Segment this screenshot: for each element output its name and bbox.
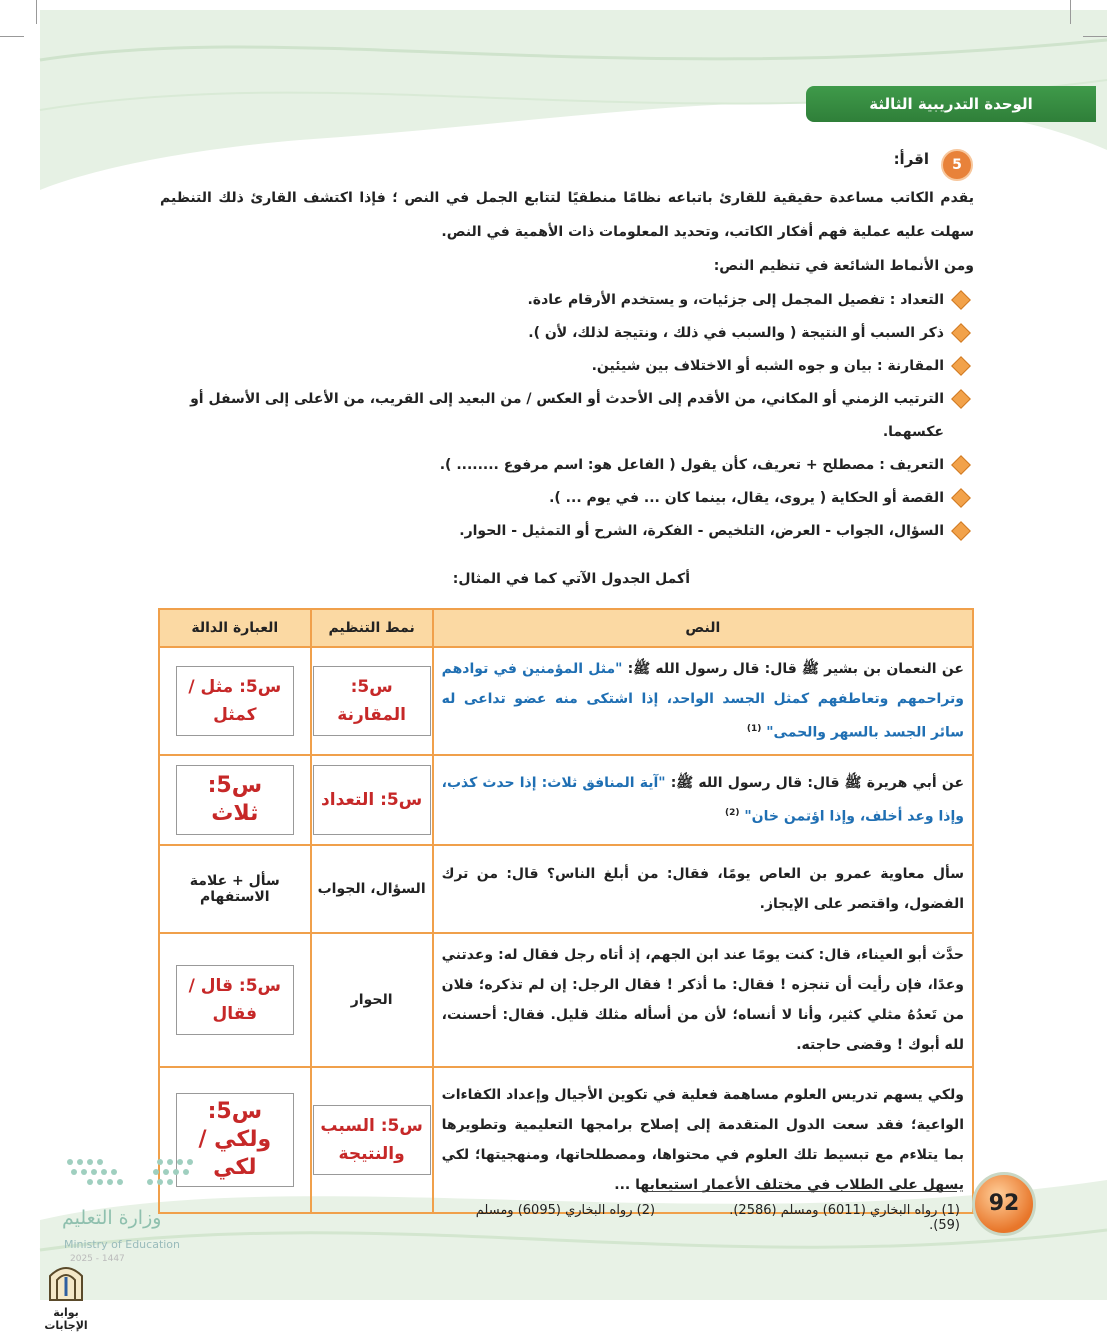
pattern-cell — [311, 755, 433, 845]
phrase-cell: سأل + علامة الاستفهام — [159, 845, 311, 933]
pattern-cell: الحوار — [311, 933, 433, 1067]
pattern-cell — [311, 1067, 433, 1213]
table-row — [159, 933, 973, 1067]
ministry-name-en: Ministry of Education — [64, 1238, 181, 1251]
patterns-list — [160, 284, 974, 548]
answer-box[interactable]: س5: التعداد — [313, 765, 431, 835]
diamond-bullet-icon — [951, 455, 971, 475]
exercise-table — [158, 608, 974, 1214]
header-phrase: العبارة الدالة — [159, 609, 311, 647]
text-cell: ولكي يسهم تدريس العلوم مساهمة فعلية في تكوين الأجيال وإعداد الكفاءات الواعية؛ فقد سعت الدول المتقدمة إلى إصلاح برامجها التعليمية وتطويرها بما يتلاءم مع تبسيط تلك العلوم في محتواها، ومصطلحاتها، ومنهجيتها؛ لكي يسهل على الطلاب في مختلف الأعمار استيعابها ... — [433, 1067, 973, 1213]
text-cell: حدَّث أبو العيناء، قال: كنت يومًا عند ابن الجهم، إذ أتاه رجل فقال له: وعدتني وعدًا، فإن رأيت أن تنجزه ! فقال: ما أذكر ! فقال الرجل: إن لم تذكره؛ فلان من تَعدُهُ مثلي كثير، وأنا لا أنساه؛ لأن من أسأله مثلك قليل. فقال: أحسنت، لله أبوك ! وقضى حاجته. — [433, 933, 973, 1067]
ministry-years: 2025 - 1447 — [70, 1254, 125, 1264]
pattern-item: السؤال، الجواب - العرض، التلخيص - الفكرة، الشرح أو التمثيل - الحوار. — [160, 515, 974, 548]
table-row — [159, 647, 973, 755]
diamond-bullet-icon — [951, 323, 971, 343]
ministry-name-ar: وزارة التعليم — [62, 1207, 162, 1229]
portal-label: بوابة الإجابات — [44, 1306, 88, 1332]
text-cell: عن النعمان بن بشير ﷺ قال: قال رسول الله ﷺ: "مثل المؤمنين في توادهم وتراحمهم وتعاطفهم كمثل الجسد الواحد، إذا اشتكى منه عضو تداعى له سائر الجسد بالسهر والحمى" $^{(1)}$ — [433, 647, 973, 755]
footnote-ref: (2) — [724, 807, 740, 818]
answer-box[interactable]: س5: قال / فقال — [176, 965, 294, 1035]
pattern-cell: السؤال، الجواب — [311, 845, 433, 933]
intro-paragraph: يقدم الكاتب مساعدة حقيقية للقارئ باتباعه نظامًا منطقيًا لتتابع الجمل في النص ؛ فإذا اكتشف القارئ ذلك التنظيم سهلت عليه عملية فهم أفكار الكاتب، وتحديد المعلومات ذات الأهمية في النص. — [160, 190, 974, 240]
answer-box[interactable]: س5: ثلاث — [176, 765, 294, 835]
pattern-item: ذكر السبب أو النتيجة ( والسبب في ذلك ، ونتيجة لذلك، لأن ). — [160, 317, 974, 350]
diamond-bullet-icon — [951, 389, 971, 409]
unit-title-banner — [806, 86, 1096, 122]
phrase-cell — [159, 933, 311, 1067]
pattern-item: التعريف : مصطلح + تعريف، كأن يقول ( الفاعل هو: اسم مرفوع ........ ). — [160, 449, 974, 482]
footnote-1: (1) رواه البخاري (6011) ومسلم (2586). — [729, 1203, 960, 1218]
patterns-heading: ومن الأنماط الشائعة في تنظيم النص: — [713, 258, 974, 274]
table-row — [159, 845, 973, 933]
answer-box[interactable]: س5: مثل / كمثل — [176, 666, 294, 736]
answer-box[interactable]: س5: السبب والنتيجة — [313, 1105, 431, 1175]
table-header-row — [159, 609, 973, 647]
pattern-item: المقارنة : بيان و جوه الشبه أو الاختلاف بين شيئين. — [160, 350, 974, 383]
text-cell: سأل معاوية عمرو بن العاص يومًا، فقال: من أبلغ الناس؟ قال: من ترك الفضول، واقتصر على الإيجاز. — [433, 845, 973, 933]
pattern-item: الترتيب الزمني أو المكاني، من الأقدم إلى الأحدث أو العكس / من البعيد إلى القريب، من الأعلى إلى الأسفل أو عكسهما. — [160, 383, 974, 449]
portal-gate-icon — [46, 1260, 86, 1302]
pattern-cell — [311, 647, 433, 755]
footnote-ref: (1) — [746, 724, 762, 734]
diamond-bullet-icon — [951, 356, 971, 376]
unit-title: الوحدة التدريبية الثالثة — [869, 95, 1033, 113]
answer-box[interactable]: س5: ولكي / لكي — [176, 1093, 294, 1187]
diamond-bullet-icon — [951, 488, 971, 508]
page-number: 92 — [972, 1172, 1036, 1236]
header-text: النص — [433, 609, 973, 647]
section-label: اقرأ: — [893, 150, 929, 168]
header-pattern: نمط التنظيم — [311, 609, 433, 647]
intro-block — [160, 181, 974, 283]
section-number-badge: 5 — [941, 149, 973, 181]
diamond-bullet-icon — [951, 290, 971, 310]
diamond-bullet-icon — [951, 521, 971, 541]
footnotes — [400, 1203, 960, 1233]
text-cell: عن أبي هريرة ﷺ قال: قال رسول الله ﷺ: "آية المنافق ثلاث: إذا حدث كذب، وإذا وعد أخلف، وإذا اؤتمن خان" $^{(2)}$ — [433, 755, 973, 845]
phrase-cell — [159, 647, 311, 755]
footnote-2: (2) رواه البخاري (6095) ومسلم (59). — [475, 1203, 960, 1233]
table-instruction: أكمل الجدول الآتي كما في المثال: — [452, 571, 690, 587]
pattern-item: القصة أو الحكاية ( يروى، يقال، بينما كان ... في يوم ... ). — [160, 482, 974, 515]
pattern-item: التعداد : تفصيل المجمل إلى جزئيات، و يستخدم الأرقام عادة. — [160, 284, 974, 317]
answers-portal-logo[interactable] — [32, 1260, 100, 1332]
table-row — [159, 755, 973, 845]
answer-box[interactable]: س5: المقارنة — [313, 666, 431, 736]
footnote-divider — [645, 1191, 957, 1192]
phrase-cell — [159, 755, 311, 845]
